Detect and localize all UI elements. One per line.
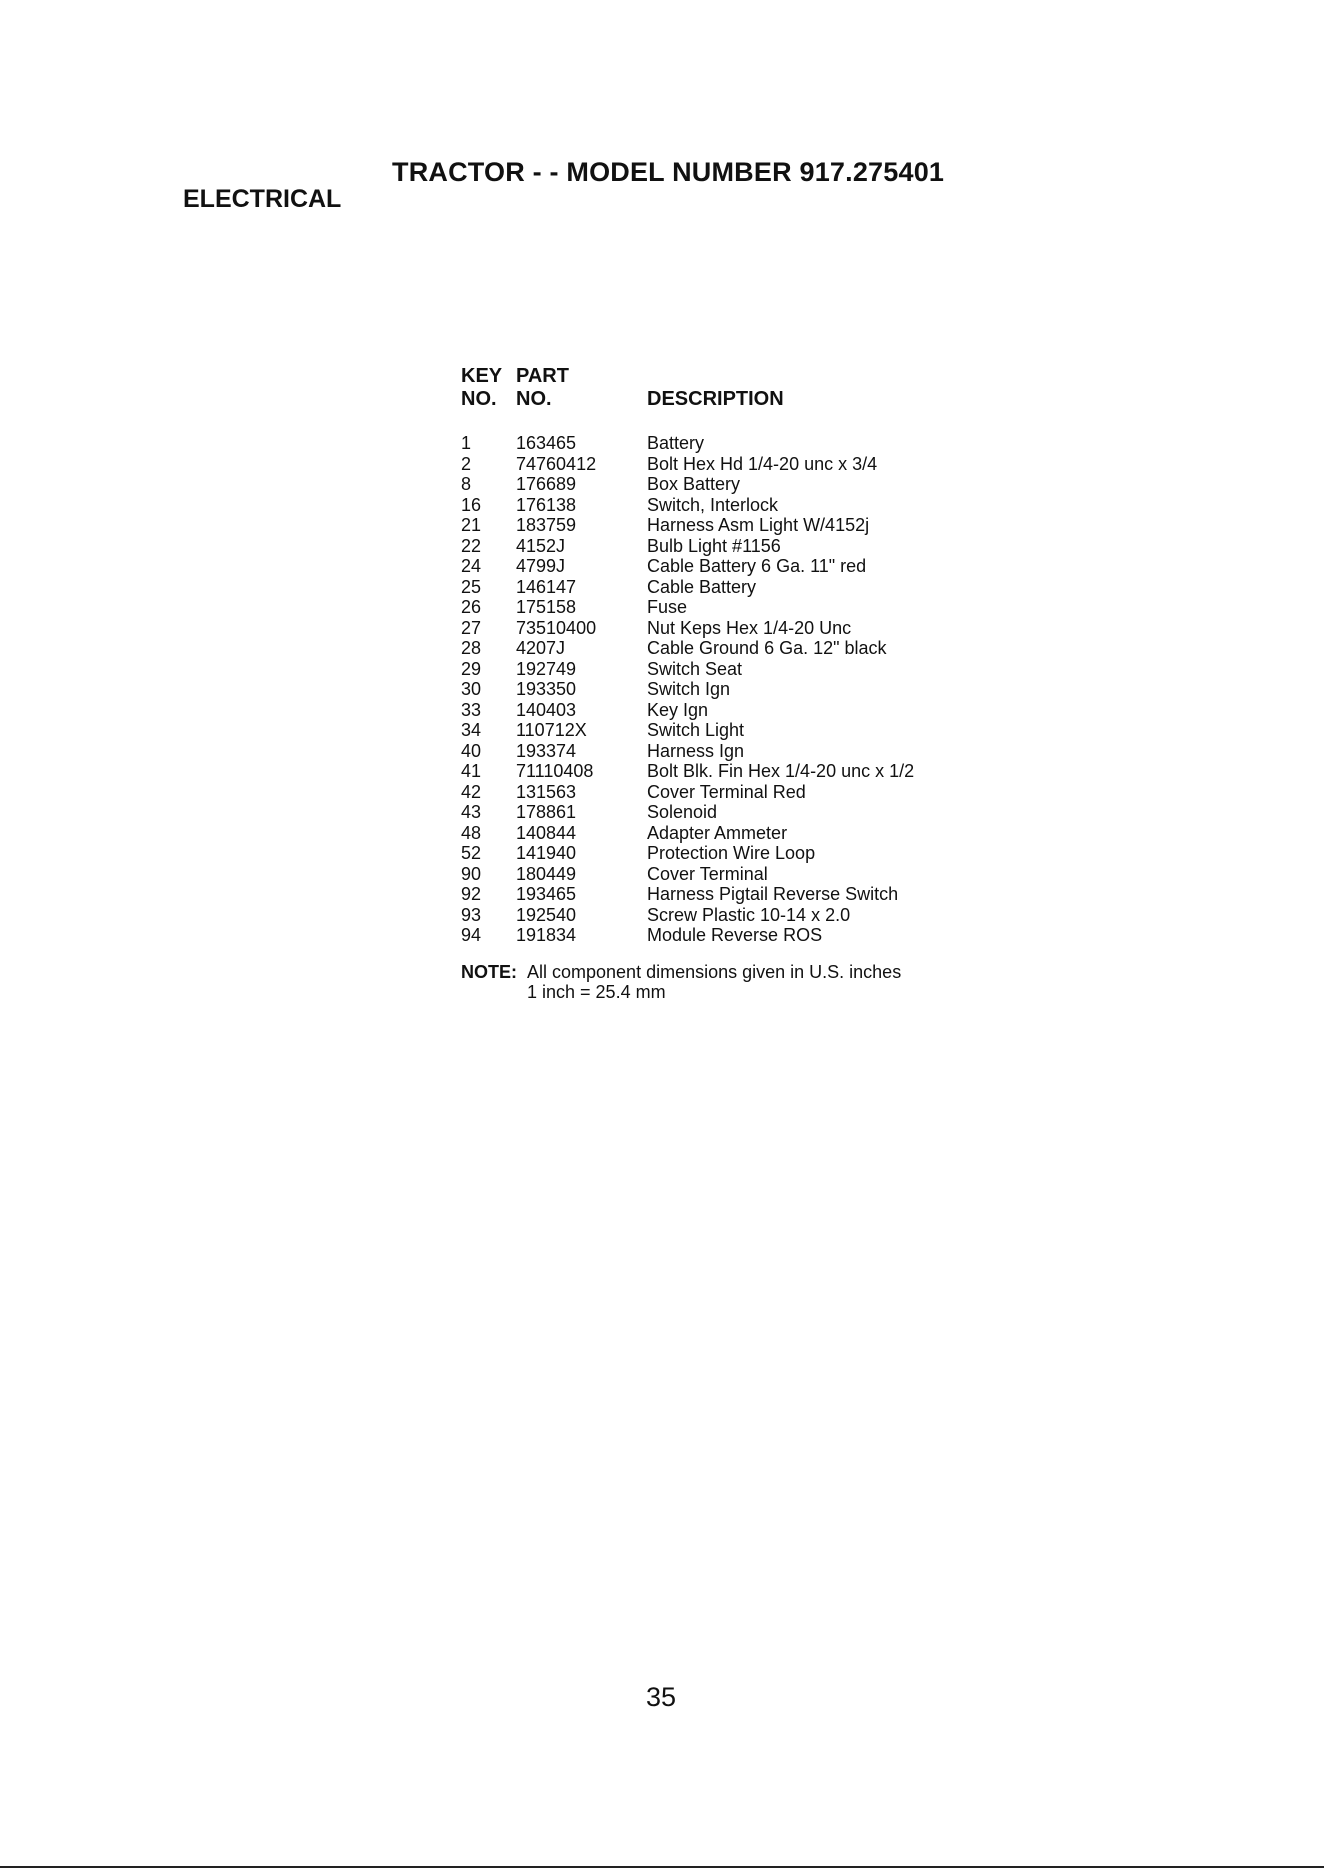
note-line-2: 1 inch = 25.4 mm [527,981,666,1002]
description: Battery [647,433,705,453]
key-no: 30 [461,679,482,699]
header-part-line1: PART [516,365,569,387]
note-line-1: All component dimensions given in U.S. inches [527,961,902,982]
key-no: 1 [461,433,472,453]
key-no: 2 [461,453,472,474]
description: Cable Battery [647,576,757,597]
description: Screw Plastic 10-14 x 2.0 [647,904,851,925]
description: Cover Terminal Red [647,781,806,802]
part-no: 192749 [516,658,577,679]
key-no: 8 [461,474,472,494]
key-no: 33 [461,699,482,720]
key-no: 48 [461,822,482,843]
part-no: 176138 [516,494,577,515]
description: Bulb Light #1156 [647,535,781,556]
bottom-rule [0,1866,1324,1868]
description: Harness Asm Light W/4152j [647,515,870,535]
key-no: 22 [461,535,482,556]
key-no: 43 [461,802,482,822]
description: Switch, Interlock [647,494,779,515]
part-no: 175158 [516,597,577,617]
description: Harness Pigtail Reverse Switch [647,884,899,904]
part-no: 193350 [516,679,577,699]
key-no: 28 [461,638,482,658]
description: Protection Wire Loop [647,843,816,863]
description: Fuse [647,597,688,617]
part-no: 141940 [516,843,577,863]
description: Box Battery [647,474,741,494]
page-number: 35 [646,1682,677,1712]
key-no: 40 [461,740,482,761]
description: Switch Light [647,720,745,740]
key-no: 42 [461,781,482,802]
key-no: 29 [461,658,482,679]
key-no: 34 [461,720,482,740]
description: Harness Ign [647,740,745,761]
description: Module Reverse ROS [647,925,823,945]
description: Key Ign [647,699,709,720]
part-no: 178861 [516,802,577,822]
key-no: 26 [461,597,482,617]
part-no: 140403 [516,699,577,720]
key-no: 27 [461,617,482,638]
key-no: 93 [461,904,482,925]
description: Adapter Ammeter [647,822,788,843]
part-no: 110712X [516,720,587,740]
key-no: 52 [461,843,482,863]
description: Bolt Blk. Fin Hex 1/4-20 unc x 1/2 [647,761,915,781]
part-no: 131563 [516,781,577,802]
note-label: NOTE: [461,961,517,982]
part-no: 183759 [516,515,577,535]
header-key-line1: KEY [461,365,503,387]
part-no: 71110408 [516,761,594,781]
header-key-line2: NO. [461,388,497,410]
part-no: 4152J [516,535,566,556]
part-no: 176689 [516,474,577,494]
description: Switch Seat [647,658,743,679]
key-no: 16 [461,494,482,515]
key-no: 24 [461,556,482,576]
description: Cable Battery 6 Ga. 11" red [647,556,867,576]
part-no: 4799J [516,556,566,576]
key-no: 21 [461,515,482,535]
description: Cover Terminal [647,863,768,884]
page-title: TRACTOR - - MODEL NUMBER 917.275401 [392,157,945,187]
part-no: 73510400 [516,617,597,638]
part-no: 4207J [516,638,566,658]
key-no: 94 [461,925,482,945]
part-no: 192540 [516,904,577,925]
description: Solenoid [647,802,718,822]
header-part-line2: NO. [516,388,552,410]
part-no: 163465 [516,433,577,453]
part-no: 180449 [516,863,577,884]
description: Bolt Hex Hd 1/4-20 unc x 3/4 [647,453,878,474]
description: Switch Ign [647,679,731,699]
key-no: 41 [461,761,482,781]
section-title: ELECTRICAL [183,185,342,213]
part-no: 74760412 [516,453,597,474]
part-no: 193465 [516,884,577,904]
part-no: 140844 [516,822,577,843]
part-no: 193374 [516,740,577,761]
header-description: DESCRIPTION [647,388,784,410]
part-no: 146147 [516,576,577,597]
description: Nut Keps Hex 1/4-20 Unc [647,617,852,638]
key-no: 90 [461,863,482,884]
part-no: 191834 [516,925,577,945]
key-no: 92 [461,884,482,904]
key-no: 25 [461,576,482,597]
description: Cable Ground 6 Ga. 12" black [647,638,887,658]
